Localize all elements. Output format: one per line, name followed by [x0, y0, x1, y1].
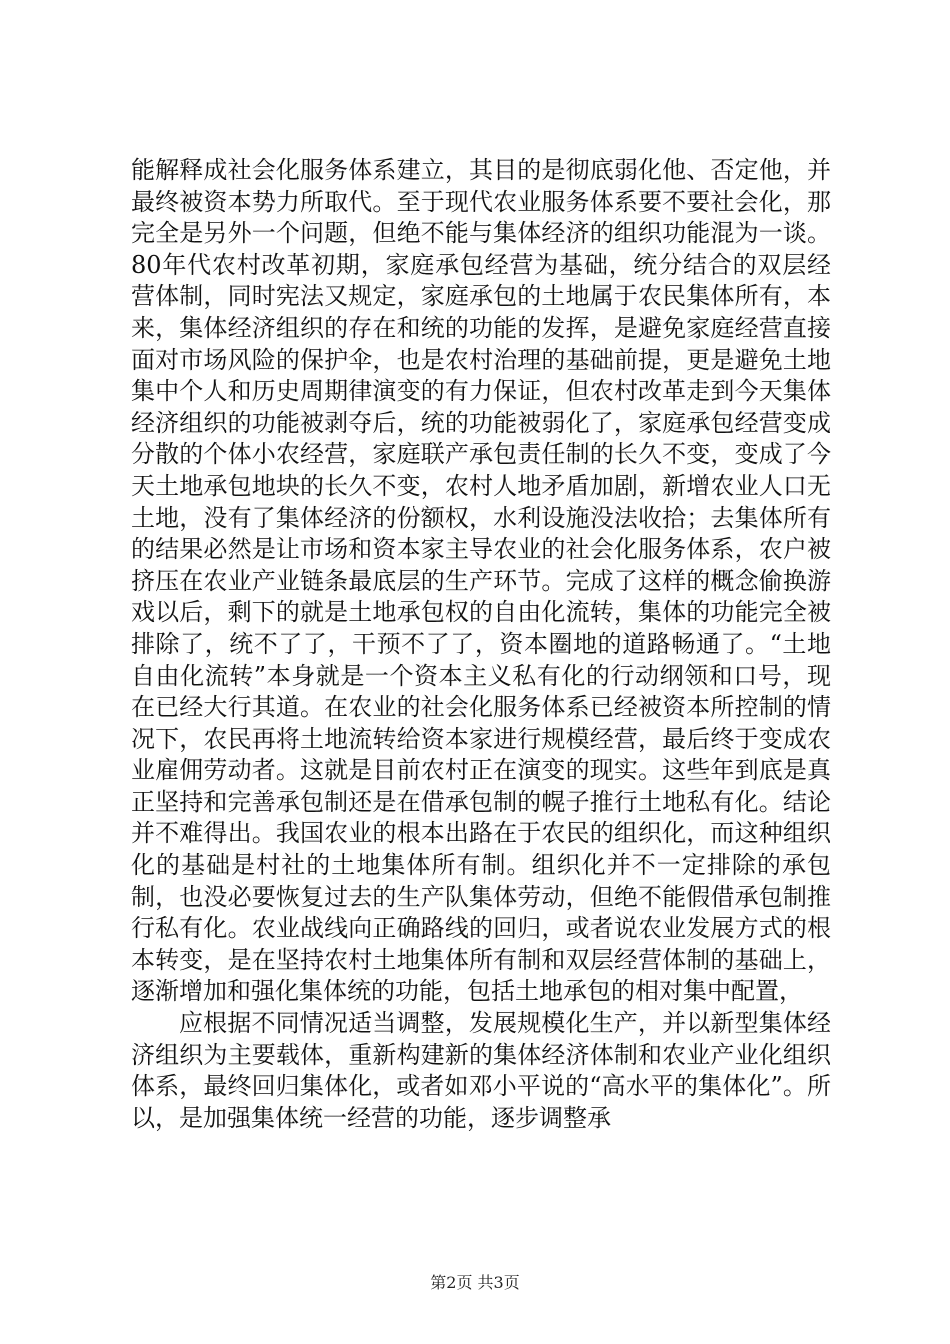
body-text [131, 155, 831, 1134]
paragraph-1: 能解释成社会化服务体系建立，其目的是彻底弱化他、否定他，并最终被资本势力所取代。至于现代农业服务体系要不要社会化，那完全是另外一个问题，但绝不能与集体经济的组织功能混为一谈。80年代农村改革初期，家庭承包经营为基础，统分结合的双层经营体制，同时宪法又规定，家庭承包的土地属于农民集体所有，本来，集体经济组织的存在和统的功能的发挥，是避免家庭经营直接面对市场风险的保护伞，也是农村治理的基础前提，更是避免土地集中个人和历史周期律演变的有力保证，但农村改革走到今天集体经济组织的功能被剥夺后，统的功能被弱化了，家庭承包经营变成分散的个体小农经营，家庭联产承包责任制的长久不变，变成了今天土地承包地块的长久不变，农村人地矛盾加剧，新增农业人口无土地，没有了集体经济的份额权，水利设施没法收拾；去集体所有的结果必然是让市场和资本家主导农业的社会化服务体系，农户被挤压在农业产业链条最底层的生产环节。完成了这样的概念偷换游戏以后，剩下的就是土地承包权的自由化流转，集体的功能完全被排除了，统不了了，干预不了了，资本圈地的道路畅通了。“土地自由化流转”本身就是一个资本主义私有化的行动纲领和口号，现在已经大行其道。在农业的社会化服务体系已经被资本所控制的情况下，农民再将土地流转给资本家进行规模经营，最后终于变成农业雇佣劳动者。这就是目前农村正在演变的现实。这些年到底是真正坚持和完善承包制还是在借承包制的幌子推行土地私有化。结论并不难得出。我国农业的根本出路在于农民的组织化，而这种组织化的基础是村社的土地集体所有制。组织化并不一定排除的承包制，也没必要恢复过去的生产队集体劳动，但绝不能假借承包制推行私有化。农业战线向正确路线的回归，或者说农业发展方式的根本转变，是在坚持农村土地集体所有制和双层经营体制的基础上，逐渐增加和强化集体统的功能，包括土地承包的相对集中配置， [131, 156, 831, 1006]
paragraph-2: 应根据不同情况适当调整，发展规模化生产，并以新型集体经济组织为主要载体，重新构建新的集体经济体制和农业产业化组织体系，最终回归集体化，或者如邓小平说的“高水平的集体化”。所以，是加强集体统一经营的功能，逐步调整承 [131, 1009, 831, 1132]
page-footer: 第2页 共3页 [430, 1273, 520, 1292]
